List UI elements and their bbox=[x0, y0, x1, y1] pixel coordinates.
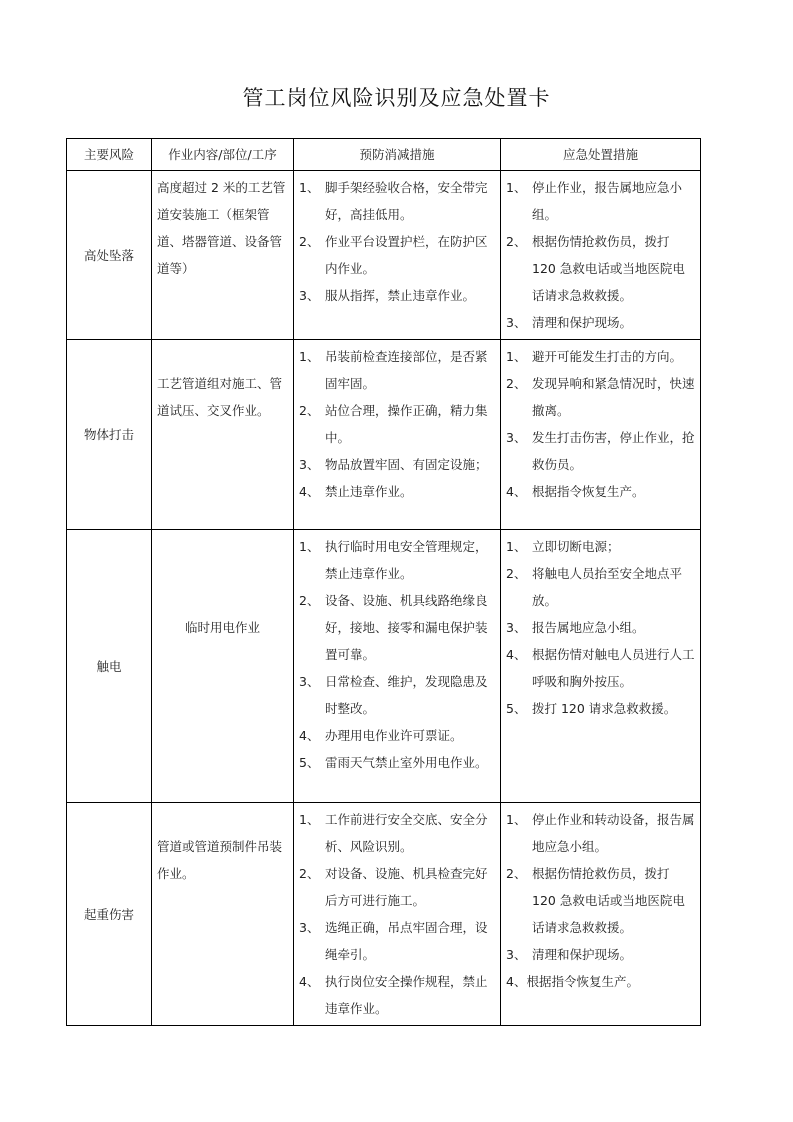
emergency-cell bbox=[501, 340, 701, 530]
prevention-cell bbox=[294, 803, 501, 1026]
emergency-item: 4、 根据指令恢复生产。 bbox=[506, 484, 645, 499]
emergency-item: 2、 根据伤情抢救伤员，拨打 120 急救电话或当地医院电话请求急救救援。 bbox=[506, 866, 685, 935]
table-row bbox=[67, 803, 701, 1026]
emergency-item: 4、 根据伤情对触电人员进行人工呼吸和胸外按压。 bbox=[506, 647, 695, 689]
header-risk: 主要风险 bbox=[67, 139, 152, 171]
prevention-cell bbox=[294, 171, 501, 340]
prevention-item: 2、 设备、设施、机具线路绝缘良好，接地、接零和漏电保护装置可靠。 bbox=[299, 593, 488, 662]
prevention-item: 3、 物品放置牢固、有固定设施； bbox=[299, 457, 488, 472]
emergency-item: 4、 根据指令恢复生产。 bbox=[506, 974, 639, 989]
emergency-item: 2、 将触电人员抬至安全地点平放。 bbox=[506, 566, 683, 608]
table-row bbox=[67, 530, 701, 803]
emergency-item: 3、 清理和保护现场。 bbox=[506, 947, 633, 962]
content-cell: 高度超过 2 米的工艺管道安装施工（框架管道、塔器管道、设备管道等） bbox=[152, 171, 294, 340]
emergency-item: 1、 立即切断电源； bbox=[506, 539, 620, 554]
table-header-row bbox=[67, 139, 701, 171]
emergency-cell bbox=[501, 171, 701, 340]
risk-cell: 起重伤害 bbox=[67, 803, 152, 1026]
emergency-cell bbox=[501, 803, 701, 1026]
prevention-item: 1、 执行临时用电安全管理规定，禁止违章作业。 bbox=[299, 539, 488, 581]
emergency-item: 1、 停止作业，报告属地应急小组。 bbox=[506, 180, 683, 222]
emergency-item: 2、 发现异响和紧急情况时，快速撤离。 bbox=[506, 376, 695, 418]
risk-cell: 触电 bbox=[67, 530, 152, 803]
prevention-item: 2、 对设备、设施、机具检查完好后方可进行施工。 bbox=[299, 866, 488, 908]
prevention-item: 3、 服从指挥，禁止违章作业。 bbox=[299, 288, 476, 303]
prevention-item: 4、 办理用电作业许可票证。 bbox=[299, 728, 463, 743]
prevention-item: 2、 站位合理，操作正确，精力集中。 bbox=[299, 403, 488, 445]
content-cell: 工艺管道组对施工、管道试压、交叉作业。 bbox=[152, 340, 294, 530]
prevention-item: 4、 执行岗位安全操作规程，禁止违章作业。 bbox=[299, 974, 488, 1016]
prevention-item: 1、 脚手架经验收合格，安全带完好，高挂低用。 bbox=[299, 180, 488, 222]
document-title: 管工岗位风险识别及应急处置卡 bbox=[242, 86, 551, 110]
prevention-cell bbox=[294, 530, 501, 803]
prevention-item: 3、 日常检查、维护，发现隐患及时整改。 bbox=[299, 674, 488, 716]
prevention-item: 1、 工作前进行安全交底、安全分析、风险识别。 bbox=[299, 812, 488, 854]
emergency-item: 3、 发生打击伤害，停止作业，抢救伤员。 bbox=[506, 430, 695, 472]
table-row bbox=[67, 171, 701, 340]
risk-cell: 物体打击 bbox=[67, 340, 152, 530]
header-emergency: 应急处置措施 bbox=[501, 139, 701, 171]
header-content: 作业内容/部位/工序 bbox=[152, 139, 294, 171]
header-prevention: 预防消减措施 bbox=[294, 139, 501, 171]
prevention-item: 1、 吊装前检查连接部位，是否紧固牢固。 bbox=[299, 349, 488, 391]
prevention-item: 4、 禁止违章作业。 bbox=[299, 484, 413, 499]
risk-table bbox=[66, 138, 701, 1026]
emergency-item: 3、 报告属地应急小组。 bbox=[506, 620, 645, 635]
content-cell: 临时用电作业 bbox=[152, 530, 294, 803]
prevention-cell bbox=[294, 340, 501, 530]
emergency-cell bbox=[501, 530, 701, 803]
prevention-item: 5、 雷雨天气禁止室外用电作业。 bbox=[299, 755, 488, 770]
emergency-item: 5、 拨打 120 请求急救救援。 bbox=[506, 701, 677, 716]
emergency-item: 3、 清理和保护现场。 bbox=[506, 315, 633, 330]
risk-cell: 高处坠落 bbox=[67, 171, 152, 340]
emergency-item: 1、 停止作业和转动设备，报告属地应急小组。 bbox=[506, 812, 695, 854]
content-cell: 管道或管道预制件吊装作业。 bbox=[152, 803, 294, 1026]
emergency-item: 1、 避开可能发生打击的方向。 bbox=[506, 349, 683, 364]
prevention-item: 2、 作业平台设置护栏，在防护区内作业。 bbox=[299, 234, 488, 276]
prevention-item: 3、 选绳正确，吊点牢固合理，设绳牵引。 bbox=[299, 920, 488, 962]
emergency-item: 2、 根据伤情抢救伤员，拨打 120 急救电话或当地医院电话请求急救救援。 bbox=[506, 234, 685, 303]
table-row bbox=[67, 340, 701, 530]
